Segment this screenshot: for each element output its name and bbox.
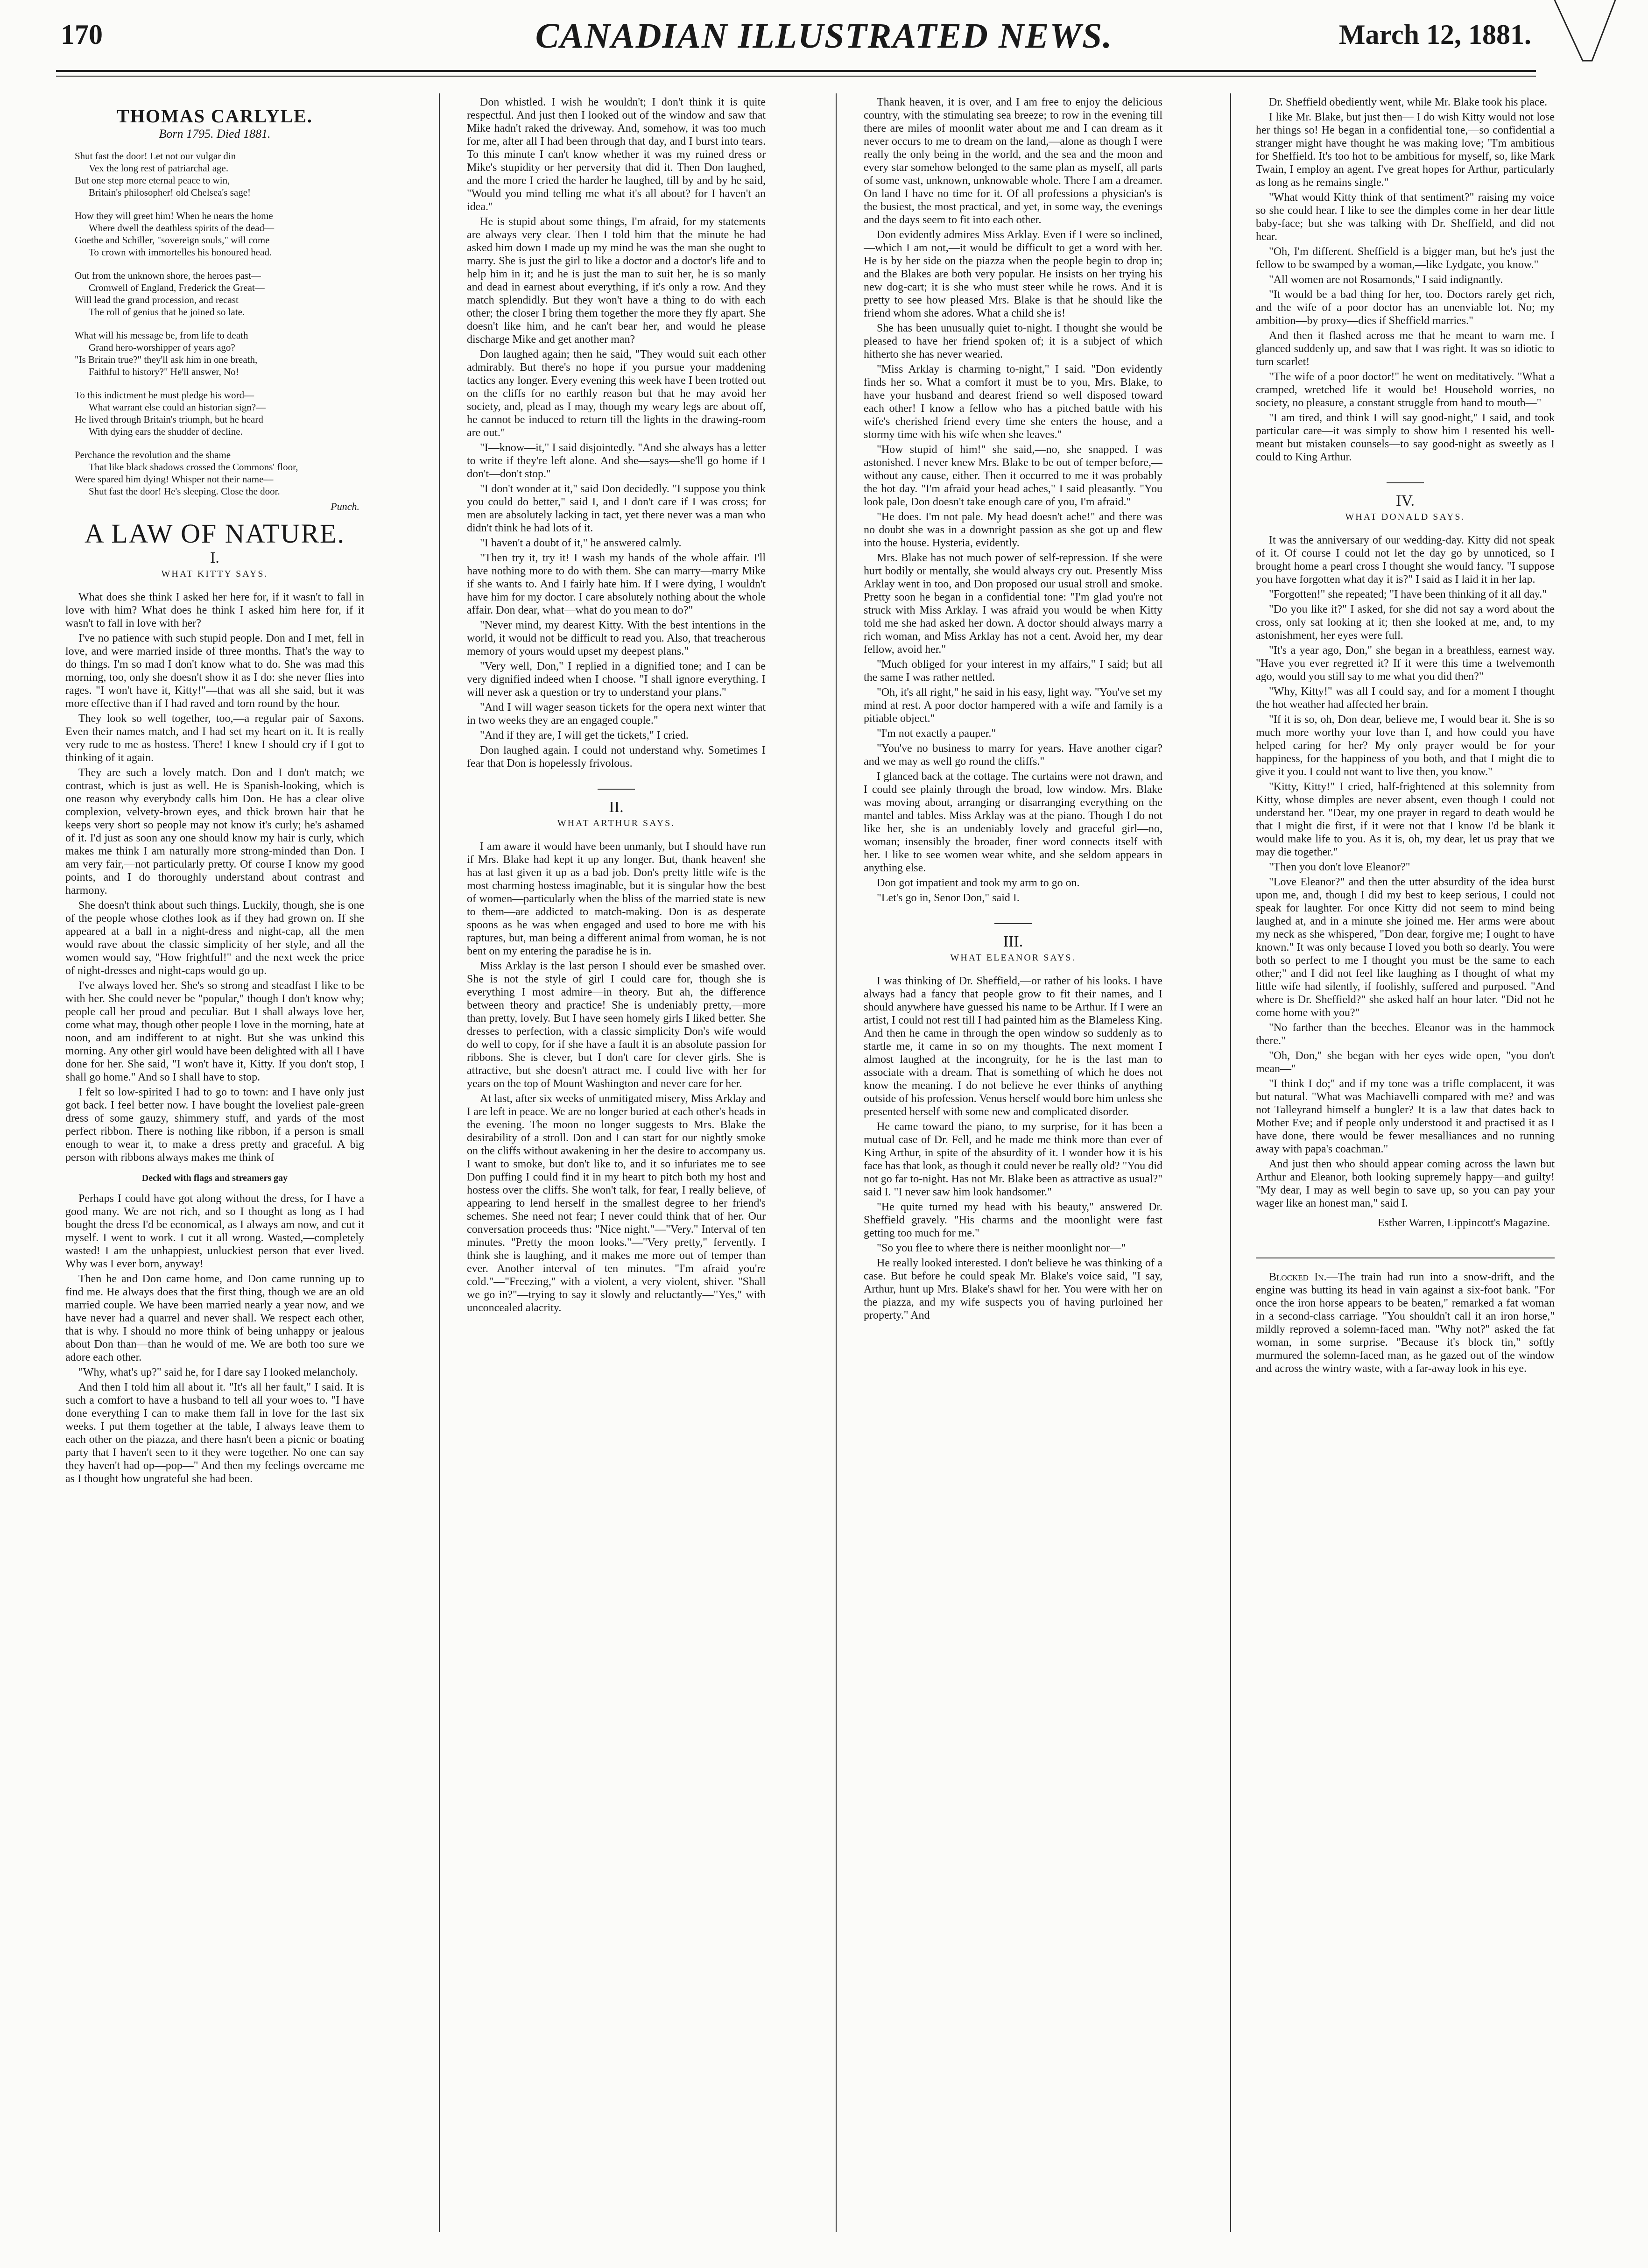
paragraph: "Very well, Don," I replied in a dignified tone; and I can be very dignified indeed when I choose. "I shall ignore everything. I will never ask a question or try to understand your plans." — [467, 660, 766, 699]
paragraph: I am aware it would have been unmanly, but I should have run if Mrs. Blake had kept it up any longer. But, thank heaven! she has at last given it up as a bad job. Don's pretty little wife is the most charming hostess imaginable, but it is singular how the best of women—particularly when the bliss of the married state is new to them—are addicted to match-making. Don is as desperate spoons as he was when engaged and used to bore me with his raptures, but, man being a different animal from woman, he is not bent on my entering the paradise he is in. — [467, 841, 766, 957]
poem-line: Perchance the revolution and the shame — [75, 449, 231, 460]
paragraph: They look so well together, too,—a regular pair of Saxons. Even their names match, and I had set my heart on it. It is really very rude to me as hostess. There! I knew I should cry if I got to thinking of it again. — [65, 713, 364, 764]
poem-stanzas — [65, 150, 364, 497]
poem-line: How they will greet him! When he nears the home — [75, 210, 273, 221]
paragraph: "You've no business to marry for years. Have another cigar? and we may as well go round the cliffs." — [864, 742, 1162, 768]
paragraph: And just then who should appear coming across the lawn but Arthur and Eleanor, both looking supremely happy—and guilty! "My dear, I may as well begin to save up, so you can pay your wager like an honest man," said I. — [1256, 1158, 1555, 1209]
section-3-text — [864, 975, 1162, 1322]
poem-line: Shut fast the door! Let not our vulgar din — [75, 150, 236, 162]
paragraph: "Then you don't love Eleanor?" — [1269, 861, 1410, 873]
poem-stanza — [75, 269, 364, 318]
paragraph: "I don't wonder at it," said Don decidedly. "I suppose you think you could do better," said I, and I don't care if I was cross; for men are absolutely lacking in tact, yet there never was a man who didn't think he had lots of it. — [467, 483, 766, 534]
column-2 — [467, 96, 766, 2225]
poem-line: Out from the unknown shore, the heroes past— — [75, 270, 261, 281]
paragraph: I like Mr. Blake, but just then— I do wish Kitty would not lose her things so! He began in a confidential tone,—so confidential a stranger might have thought he was making love; "I'm ambitious for Sheffield. It's too hot to be ambitious for myself, so, like Mark Twain, I employ an agent. I've great hopes for Arthur, particularly as long as he remains single." — [1256, 111, 1555, 189]
blocked-in-text: —The train had run into a snow-drift, and the engine was butting its head in vain against a six-foot bank. "For once the iron horse appears to be beaten," remarked a fat woman in a second-class carriage. "You shouldn't call it an iron horse," mildly reproved a solemn-faced man. "Why not?" asked the fat woman, in some surprise. "Because it's block tin," softly murmured the solemn-faced man, as he gazed out of the window and across the wintry waste, with a far-away look in his eye. — [1256, 1271, 1555, 1375]
poem-line: To this indictment he must pledge his word— — [75, 389, 254, 401]
section-2-text — [467, 840, 766, 1314]
paragraph: Then he and Don came home, and Don came running up to find me. He always does that the first thing, though we are an old married couple. We have been married nearly a year now, and we have never had a quarrel and never shall. We respect each other, that is why. I should no more think of being unhappy or jealous about Don than—than he would of me. We are both too sure we adore each other. — [65, 1273, 364, 1364]
poem-line: But one step more eternal peace to win, — [75, 175, 230, 186]
paragraph: He came toward the piano, to my surprise, for it has been a mutual case of Dr. Fell, and he made me think more than ever of King Arthur, in spite of the absurdity of it. I wonder how it is his face has that look, as though it could never be really old? "You did not go far to-night. Has not Mr. Blake been as attractive as usual?" said I. "I never saw him look handsomer." — [864, 1121, 1162, 1198]
poem-caption: Decked with flags and streamers gay — [141, 1173, 288, 1183]
paragraph: "So you flee to where there is neither moonlight nor—" — [877, 1242, 1126, 1254]
paragraph: She doesn't think about such things. Luckily, though, she is one of the people whose clothes look as if they had grown on. If she appeared at a ball in a night-dress and night-cap, all the men would rave about the classic simplicity of her style, and all the women would say, "How frightful!" and the next week the price of night-dresses and night-caps would go up. — [65, 899, 364, 977]
section-numeral: II. — [609, 798, 624, 816]
section-subtitle: WHAT ELEANOR SAYS. — [950, 953, 1076, 963]
paragraph: "What would Kitty think of that sentiment?" raising my voice so she could hear. I like to see the dimples come in her dear little baby-face; but she was talking with Dr. Sheffield, and did not hear. — [1256, 191, 1555, 243]
paragraph: "Kitty, Kitty!" I cried, half-frightened at this solemnity from Kitty, whose dimples are never absent, even though I could not understand her. "Dear, my one prayer in regard to death would be that I might die first, if it were not that I know I'd be blank it would make life to you. As it is, oh, my dear, let us pray that we may die together." — [1256, 781, 1555, 858]
section-subtitle: WHAT KITTY SAYS. — [161, 569, 268, 579]
poem-line: With dying ears the shudder of decline. — [89, 426, 243, 437]
paragraph: Miss Arklay is the last person I should ever be smashed over. She is not the style of girl I could care for, though she is everything I most admire—in theory. But ah, the difference between theory and practice! She is undeniably pretty,—more than pretty, lovely. But I have seen homely girls I liked better. She dresses to perfection, with a classic simplicity Don's wife would do well to copy, for if she have a fault it is an absolute passion for ribbons. She is clever, but I don't care for clever girls. She is attractive, but she doesn't attract me. I could live with her for years on the top of Mount Washington and never care for her. — [467, 960, 766, 1090]
story-title: A LAW OF NATURE. — [85, 518, 345, 549]
poem-line: Were spared him dying! Whisper not their name— — [75, 473, 274, 485]
paragraph: "Then try it, try it! I wash my hands of the whole affair. I'll have nothing more to do with them. She can marry—marry Mike if she wants to. And I fairly hate him. If I were dying, I wouldn't have him for my doctor. I care absolutely nothing about the whole affair. Don dear, what—what do you mean to do?" — [467, 552, 766, 616]
paragraph: "And I will wager season tickets for the opera next winter that in two weeks they are an engaged couple." — [467, 701, 766, 727]
paragraph: What does she think I asked her here for, if it wasn't to fall in love with him? What does he think I asked him here for, if it wasn't to fall in love with her? — [65, 591, 364, 629]
poem-stanza — [75, 329, 364, 378]
paragraph: "Why, Kitty!" was all I could say, and for a moment I thought the hot weather had affected her brain. — [1256, 685, 1555, 711]
page-number: 170 — [61, 19, 103, 50]
section-divider — [598, 789, 635, 790]
issue-date: March 12, 1881. — [1338, 19, 1531, 50]
poem-stanza — [75, 449, 364, 497]
paragraph: Don laughed again; then he said, "They would suit each other admirably. But there's no hope if you pursue your maddening tactics any longer. Every evening this week have I been trotted out on the cliffs for no earthly reason but that he may avoid her society, and, plead as I may, though my weary legs are about off, he cannot be induced to return till the lights in the drawing-room are out." — [467, 348, 766, 439]
paragraph: "He quite turned my head with his beauty," answered Dr. Sheffield gravely. "His charms and the moonlight were fast getting too much for me." — [864, 1201, 1162, 1239]
paragraph: "Miss Arklay is charming to-night," I said. "Don evidently finds her so. What a comfort it must be to you, Mrs. Blake, to have your husband and dearest friend so well disposed toward each other! I know a fellow who has a pitched battle with his wife's cherished friend every time she enters the house, and a stormy time with his wife when she leaves." — [864, 363, 1162, 441]
paragraph: "I am tired, and think I will say good-night," I said, and took particular care—it was simply to show him I resented his well-meant but mistaken counsels—to say good-night as sweetly as I could to King Arthur. — [1256, 412, 1555, 463]
paragraph: "Much obliged for your interest in my affairs," I said; but all the same I was rather nettled. — [864, 658, 1162, 684]
paragraph: I've always loved her. She's so strong and steadfast I like to be with her. She could never be "popular," though I don't know why; people call her proud and peculiar. But I shall always love her, come what may, though other people I love in the morning, hate at noon, and am indifferent to at night. But she was unkind this morning. Any other girl would have been delighted with all I have done for her. She said, "I won't have it, Kitty. If you don't stop, I shall go home." And so I shall have to stop. — [65, 980, 364, 1083]
paragraph: "I'm not exactly a pauper." — [877, 728, 996, 740]
section-1-continued — [467, 96, 766, 770]
column-separator — [1230, 93, 1231, 2232]
paragraph: Perhaps I could have got along without the dress, for I have a good many. We are not rich, and so I thought as long as I had bought the dress I'd be economical, as I always am now, and cut it myself. I went to work. I cut it all wrong. Wasted,—completely wasted! I am the unhappiest, unluckiest person that ever lived. Why was I ever born, anyway! — [65, 1193, 364, 1270]
paragraph: And then it flashed across me that he meant to warn me. I glanced suddenly up, and saw that I was right. It was so idiotic to turn scarlet! — [1256, 330, 1555, 368]
paragraph: "And if they are, I will get the tickets," I cried. — [480, 729, 689, 742]
paragraph: "Do you like it?" I asked, for she did not say a word about the cross, only sat looking at it; then she looked at me, and, to my astonishment, her eyes were full. — [1256, 603, 1555, 642]
paragraph: "The wife of a poor doctor!" he went on meditatively. "What a cramped, wretched life it would be! Household worries, no society, no pleasure, a constant struggle from hand to mouth—" — [1256, 371, 1555, 409]
paragraph: I felt so low-spirited I had to go to town: and I have only just got back. I feel better now. I have bought the loveliest pale-green dress of some gauzy, shimmery stuff, and yards of the most perfect ribbon. There is nothing like ribbon, if a person is small enough to wear it, to make a dress pretty and graceful. A big person with ribbons always makes me think of — [65, 1086, 364, 1164]
paragraph: I glanced back at the cottage. The curtains were not drawn, and I could see plainly through the broad, low window. Mrs. Blake was moving about, arranging or disarranging everything on the mantel and tables. Miss Arklay was at the piano. Though I do not like her, she is an undeniably lovely and graceful girl—no, woman; insensibly the broader, finer word connects itself with her. I like to see women wear white, and she seldom appears in anything else. — [864, 770, 1162, 874]
poem-line: "Is Britain true?" they'll ask him in one breath, — [75, 354, 258, 365]
paragraph: Don whistled. I wish he wouldn't; I don't think it is quite respectful. And just then I looked out of the window and saw that Mike hadn't raked the driveway. And, somehow, it was too much for me, after all I had been through that day, and I burst into tears. To this minute I can't know whether it was my ruined dress or Mike's stupidity or her perversity that did it. Then Don laughed, and the more I cried the harder he laughed, till by and by he said, "Would you mind telling me what it's all about? for I haven't an idea." — [467, 96, 766, 213]
paragraph: I was thinking of Dr. Sheffield,—or rather of his looks. I have always had a fancy that people grow to fit their names, and I should anywhere have guessed his name to be Arthur. If I were an artist, I could not rest till I had painted him as the Blameless King. And then he came in through the open window so suddenly as to startle me, it came in so on my thoughts. The next moment I almost laughed at the incongruity, for he is the last man to associate with a dream. That is something of which he does not know the meaning. I do not believe he ever thinks of anything outside of his profession. Venus herself would bore him unless she presented herself with some new and complicated disorder. — [864, 975, 1162, 1118]
section-4-text — [1256, 534, 1555, 1210]
poem-line: He lived through Britain's triumph, but he heard — [75, 414, 263, 425]
paragraph: "If it is so, oh, Don dear, believe me, I would bear it. She is so much more worthy your love than I, and how could you have helped caring for her? My only prayer would be for your happiness, for the happiness of you both, and that I might die to give it you. I could not want to live then, you know." — [1256, 714, 1555, 778]
blocked-in-lead: Blocked In. — [1269, 1271, 1327, 1283]
paragraph: Dr. Sheffield obediently went, while Mr. Blake took his place. — [1269, 96, 1548, 108]
paragraph: Thank heaven, it is over, and I am free to enjoy the delicious country, with the stimulating sea breeze; to row in the evening till there are miles of moonlit water about me and I can dream as it never occurs to me to dream on the land,—alone as though I were really the only being in the world, and the sea and the moon and every star somehow belonged to the same plan as myself, all parts of some vast, unknown, unknowable whole. There I am a dreamer. On land I have no time for it. Of all professions a physician's is the busiest, the most practical, and yet, in some way, the evenings and the days seem to fit into each other. — [864, 96, 1162, 226]
paragraph: "It's a year ago, Don," she began in a breathless, earnest way. "Have you ever regretted it? If it were this time a twelvemonth ago, would you still say to me what you did then?" — [1256, 644, 1555, 683]
paragraph: I've no patience with such stupid people. Don and I met, fell in love, and were married inside of three months. That's the way to do things. I'm so mad I don't know what to do. She was mad this morning, too, only she doesn't show it as I do: she never flies into rages. "I won't have it, Kitty!"—that was all she said, but it was more effective than if I had raved and torn round by the hour. — [65, 632, 364, 710]
paragraph: Mrs. Blake has not much power of self-repression. If she were hurt bodily or mentally, she would always cry out. Presently Miss Arklay went in too, and Don proposed our usual stroll and smoke. Pretty soon he began in a confidential tone: "I'm glad you're not struck with Miss Arklay. I was afraid you would be when Kitty told me she had asked her down. A doctor should always marry a rich woman, and Miss Arklay has not a cent. Avoid her, my dear fellow, avoid her." — [864, 552, 1162, 656]
blocked-in-paragraph — [1256, 1271, 1555, 1375]
section-numeral: III. — [1003, 933, 1023, 950]
poem-line: Where dwell the deathless spirits of the dead— — [89, 222, 275, 233]
section-numeral: I. — [210, 549, 219, 566]
paragraph: She has been unusually quiet to-night. I thought she would be pleased to have her friend spoken of; it is a subject of which hitherto she has never wearied. — [864, 322, 1162, 360]
story-signature: Esther Warren, Lippincott's Magazine. — [1377, 1217, 1550, 1229]
poem-stanza — [75, 210, 364, 258]
section-divider — [1387, 482, 1424, 483]
paragraph: Don laughed again. I could not understand why. Sometimes I fear that Don is hopelessly frivolous. — [467, 744, 766, 770]
paragraph: "Why, what's up?" said he, for I dare say I looked melancholy. — [78, 1366, 358, 1378]
section-divider — [994, 923, 1032, 924]
paragraph: "Oh, Don," she began with her eyes wide open, "you don't mean—" — [1256, 1050, 1555, 1075]
column-separator — [439, 93, 440, 2232]
column-3 — [864, 96, 1162, 2225]
column-separator — [836, 93, 837, 2232]
paragraph: He really looked interested. I don't believe he was thinking of a case. But before he could speak Mr. Blake's voice said, "I say, Arthur, hunt up Mrs. Blake's shawl for her. You were with her on the piazza, and my wife suspects you of having purloined her property." And — [864, 1257, 1162, 1321]
paragraph: At last, after six weeks of unmitigated misery, Miss Arklay and I are left in peace. We are no longer buried at each other's heads in the evening. The moon no longer suggests to Mrs. Blake the desirability of a stroll. Don and I can start for our nightly smoke on the cliffs without awakening in her the desire to accompany us. I want to smoke, but don't like to, and it so infuriates me to see Don puffing I could find it in my heart to pitch both my host and hostess over the cliffs. She won't talk, for fear, I really believe, of appearing to lend herself in the smallest degree to her friend's schemes. She need not fear; I never could think that of her. Our conversation proceeds thus: "Nice night."—"Very." Interval of ten minutes. "Pretty the moon looks."—"Very pretty," fervently. I think she is laughing, and it makes me more out of temper than ever. Another interval of ten minutes. "I'm afraid you're cold."—"Freezing," with a violent, a very violent, shiver. "Shall we go in?"—trying to say it slowly and reluctantly—"Yes," with unconcealed alacrity. — [467, 1093, 766, 1314]
poem-line: That like black shadows crossed the Commons' floor, — [89, 461, 298, 473]
section-1-text-a — [65, 591, 364, 1164]
paragraph: "All women are not Rosamonds," I said indignantly. — [1269, 274, 1503, 286]
poem-line: Goethe and Schiller, "sovereign souls," will come — [75, 234, 270, 246]
section-subtitle: WHAT DONALD SAYS. — [1345, 512, 1465, 522]
paragraph: He is stupid about some things, I'm afraid, for my statements are always very clear. Then I told him that the minute he had asked him down I made up my mind he was the man she ought to marry. She is just the girl to like a doctor and a doctor's life and to help him in it; and he is just the man to suit her, he is so manly and dead in earnest about everything, if it's only a row. And they match splendidly. But they won't have a thing to do with each other; the closer I bring them together the more they fly apart. She doesn't like him, and he can't bear her, and would he please discharge Mike and get another man? — [467, 216, 766, 346]
poem-line: Grand hero-worshipper of years ago? — [89, 342, 235, 353]
poem-line: Shut fast the door! He's sleeping. Close the door. — [89, 486, 280, 497]
poem-stanza — [75, 150, 364, 198]
paragraph: And then I told him all about it. "It's all her fault," I said. It is such a comfort to have a husband to tell all your woes to. "I have done everything I can to make them fall in love for the last six weeks. I put them together at the table, I always leave them to each other on the piazza, and there hasn't been a picnic or boating party that I haven't seen to it they were together. No one can say they haven't had op—pop—" And then my feelings overcame me as I thought how ungrateful she had been. — [65, 1381, 364, 1485]
poem-line: Britain's philosopher! old Chelsea's sage! — [89, 187, 251, 198]
column-1 — [65, 96, 364, 2225]
section-3-continued — [1256, 96, 1555, 464]
paragraph: "How stupid of him!" she said,—no, she snapped. I was astonished. I never knew Mrs. Blake to be out of temper before,—without any cause, either. Then it occurred to me it was probably the hot day. "I'm afraid your head aches," I said pleasantly. "You look pale, Don doesn't take enough care of you, I'm afraid." — [864, 444, 1162, 508]
paragraph: "I—know—it," I said disjointedly. "And she always has a letter to write if they're left alone. And she—says—she'll go home if I don't—don't stop." — [467, 442, 766, 480]
paragraph: "I think I do;" and if my tone was a trifle complacent, it was but natural. "What was Machiavelli compared with me? and was not Talleyrand himself a bungler? It is a law that dates back to Mother Eve; and if people only understood it and practised it as I have done, there would be fewer mesalliances and no running away with papa's coachman." — [1256, 1078, 1555, 1155]
paragraph: Don evidently admires Miss Arklay. Even if I were so inclined,—which I am not,—it would be difficult to get a word with her. He is by her side on the piazza when the people begin to drop in; and the Blakes are both very popular. He insists on her trying his new dog-cart; it is she who must steer while he rows. And it is pretty to see how pleased Mrs. Blake is that he should like the friend whom she adores. What a child she is! — [864, 229, 1162, 319]
paragraph: "Oh, I'm different. Sheffield is a bigger man, but he's just the fellow to be swamped by a woman,—like Lydgate, you know." — [1256, 246, 1555, 271]
poem-line: Vex the long rest of patriarchal age. — [89, 163, 229, 174]
poem-line: Cromwell of England, Frederick the Great— — [89, 282, 265, 293]
poem-title: THOMAS CARLYLE. — [117, 106, 313, 127]
poem-line: Will lead the grand procession, and recast — [75, 294, 239, 305]
header-rule — [56, 70, 1536, 72]
paragraph: "Let's go in, Senor Don," said I. — [877, 892, 1020, 904]
paragraph: "No farther than the beeches. Eleanor was in the hammock there." — [1256, 1022, 1555, 1047]
paragraph: They are such a lovely match. Don and I don't match; we contrast, which is just as well. He is Spanish-looking, which is one reason why everybody calls him Don. He has a clear olive complexion, velvety-brown eyes, and thick brown hair that he keeps very short so people may not know it's curly; he's ashamed of it. I'd just as soon any one should know my hair is curly, which makes me think I am naturally more strong-minded than Don. I am very fair,—not particularly pretty. Of course I know my good points, and I do thoroughly understand about contrast and harmony. — [65, 767, 364, 897]
section-2-continued — [864, 96, 1162, 904]
paragraph: "I haven't a doubt of it," he answered calmly. — [480, 537, 682, 549]
column-4 — [1256, 96, 1555, 2225]
paragraph: "Never mind, my dearest Kitty. With the best intentions in the world, it would not be difficult to read you. Also, that treacherous memory of yours would upset my deepest plans." — [467, 619, 766, 657]
paragraph: "Love Eleanor?" and then the utter absurdity of the idea burst upon me, and, though I did my best to keep serious, I could not speak for laughter. For once Kitty did not seem to mind being laughed at, and in a minute she joined me. Her arms were about my neck as she whispered, "Don dear, forgive me; I ought to have known." It was only because I loved you both so dearly. You were both so perfect to me I thought you must be the same to each other;" and I did not feel like laughing as I thought of what my little wife had silently, if foolishly, suffered and purposed. "And where is Dr. Sheffield?" she asked half an hour later. "Did not he come home with you?" — [1256, 876, 1555, 1019]
section-1-text-b — [65, 1192, 364, 1485]
poem-line: What warrant else could an historian sign?— — [89, 402, 266, 413]
poem-stanza — [75, 389, 364, 438]
section-numeral: IV. — [1396, 492, 1415, 509]
poem-line: The roll of genius that he joined so late. — [89, 306, 245, 318]
poem-line: Faithful to history?" He'll answer, No! — [89, 366, 239, 377]
paragraph: "It would be a bad thing for her, too. Doctors rarely get rich, and the wife of a poor doctor has an unenviable lot. No; my ambition—by proxy—dies if Sheffield marries." — [1256, 289, 1555, 327]
publication-title: CANADIAN ILLUSTRATED NEWS. — [535, 16, 1113, 56]
paragraph: "Forgotten!" she repeated; "I have been thinking of it all day." — [1269, 588, 1547, 601]
poem-credit: Punch. — [331, 501, 359, 512]
poem-dates: Born 1795. Died 1881. — [159, 127, 271, 141]
poem-line: What will his message be, from life to death — [75, 330, 248, 341]
header-rule-thin — [56, 76, 1536, 77]
page-corner-mark — [1550, 0, 1620, 65]
paragraph: Don got impatient and took my arm to go on. — [877, 877, 1080, 889]
section-subtitle: WHAT ARTHUR SAYS. — [557, 818, 676, 828]
paragraph: It was the anniversary of our wedding-day. Kitty did not speak of it. Of course I could not let the day go by unnoticed, so I brought home a pearl cross I thought she would fancy. "I suppose you have forgotten what day it is?" I said as I laid it in her lap. — [1256, 534, 1555, 586]
paragraph: "He does. I'm not pale. My head doesn't ache!" and there was no doubt she was in a downright passion as she got up and flew into the house. Hysteria, evidently. — [864, 511, 1162, 549]
poem-line: To crown with immortelles his honoured head. — [89, 247, 272, 258]
paragraph: "Oh, it's all right," he said in his easy, light way. "You've set my mind at rest. A poor doctor hampered with a wife and family is a pitiable object." — [864, 686, 1162, 725]
